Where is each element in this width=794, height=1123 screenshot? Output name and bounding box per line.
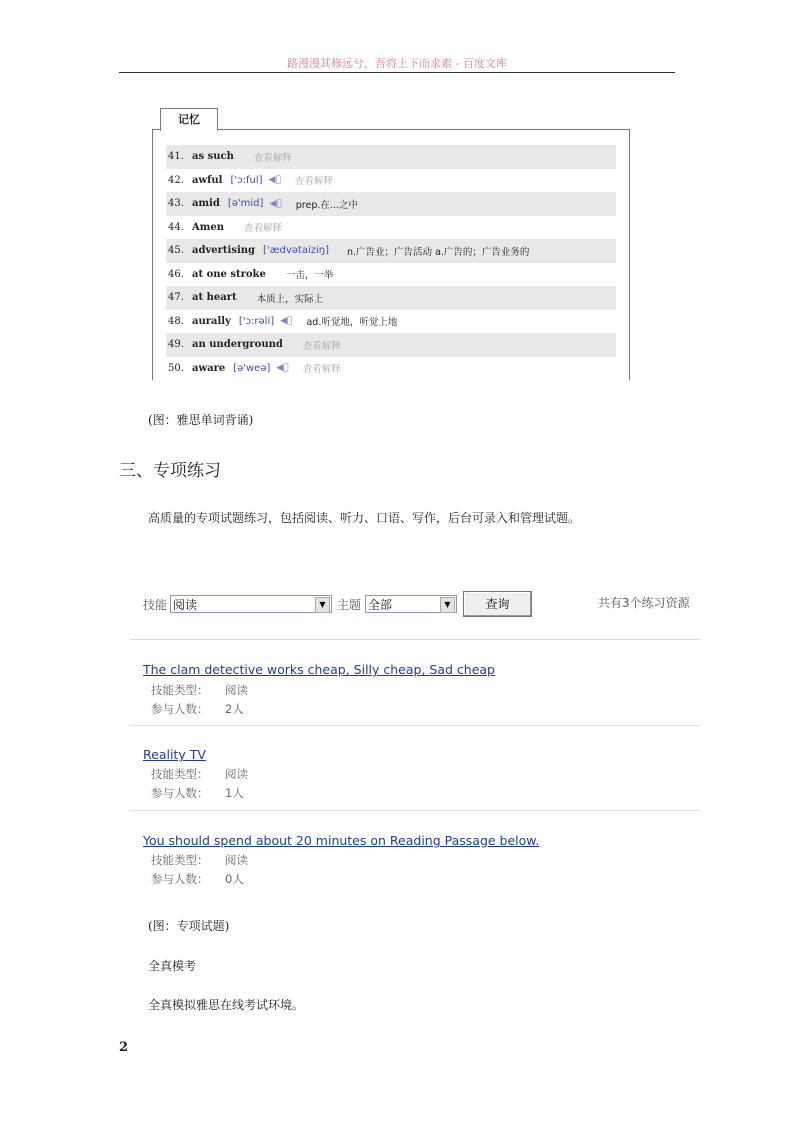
participants-label: 参与人数： [151, 786, 209, 800]
skill-type-value: 阅读 [225, 767, 248, 781]
speaker-icon[interactable]: ◀ﾞ [276, 363, 289, 374]
vocab-word: amid [192, 198, 220, 210]
speaker-icon[interactable]: ◀ﾞ [280, 316, 293, 327]
tab-memory[interactable]: 记忆 [160, 108, 218, 131]
skill-select-value: 阅读 [173, 598, 198, 612]
vocab-word: Amen [192, 221, 224, 233]
vocab-number: 44. [168, 221, 184, 233]
mock-heading: 全真模考 [148, 959, 197, 973]
vocab-number: 50. [168, 362, 184, 374]
section-title: 三、专项练习 [119, 461, 221, 481]
result-participants [151, 785, 244, 801]
vocab-row [166, 333, 616, 357]
view-explanation-link[interactable]: 查看解释 [243, 223, 282, 235]
result-title-link[interactable]: Reality TV [143, 747, 206, 762]
skill-label: 技能 [143, 598, 168, 612]
skill-select[interactable] [170, 595, 332, 613]
chevron-down-icon[interactable]: ▼ [315, 597, 330, 613]
vocab-number: 42. [168, 174, 184, 186]
result-skill [151, 852, 248, 868]
vocab-number: 43. [168, 198, 184, 210]
header-rule [119, 72, 675, 73]
vocab-phonetic: ['ɔ:rəli] [238, 315, 275, 327]
vocab-row [166, 216, 616, 240]
vocab-word: at heart [192, 292, 237, 304]
figure-caption-practice: (图：专项试题) [148, 919, 230, 933]
skill-type-value: 阅读 [225, 683, 248, 697]
skill-type-value: 阅读 [225, 853, 248, 867]
topic-select[interactable] [365, 595, 457, 613]
vocab-row [166, 263, 616, 287]
vocab-word: advertising [192, 245, 256, 257]
speaker-icon[interactable]: ◀ﾞ [269, 198, 282, 209]
chevron-down-icon[interactable]: ▼ [440, 597, 455, 613]
vocab-list [166, 145, 616, 380]
vocab-word: aurally [192, 315, 231, 327]
vocab-definition: n.广告业；广告活动 a.广告的；广告业务的 [347, 246, 530, 258]
view-explanation-link[interactable]: 查看解释 [294, 176, 333, 188]
vocab-number: 46. [168, 268, 184, 280]
skill-type-label: 技能类型： [151, 767, 209, 781]
result-participants [151, 871, 244, 887]
vocab-number: 48. [168, 315, 184, 327]
result-participants [151, 701, 244, 717]
vocab-definition: prep.在...之中 [295, 199, 358, 211]
skill-type-label: 技能类型： [151, 853, 209, 867]
vocab-number: 49. [168, 339, 184, 351]
page-number: 2 [119, 1040, 129, 1055]
view-explanation-link[interactable]: 查看解释 [253, 152, 292, 164]
vocab-row [166, 192, 616, 216]
result-title-link[interactable]: The clam detective works cheap, Silly cheap, Sad cheap [143, 662, 495, 677]
participants-value: 2人 [225, 702, 244, 716]
vocab-row [166, 169, 616, 193]
vocab-panel [152, 129, 630, 380]
vocab-word: aware [192, 362, 226, 374]
result-skill [151, 682, 248, 698]
resource-count: 共有3个练习资源 [598, 596, 690, 610]
query-button[interactable]: 查询 [463, 591, 532, 617]
participants-value: 0人 [225, 872, 244, 886]
view-explanation-link[interactable]: 查看解释 [302, 364, 341, 376]
divider [130, 810, 700, 811]
vocab-phonetic: ['ɔ:ful] [230, 174, 263, 186]
mock-description: 全真模拟雅思在线考试环境。 [148, 998, 305, 1012]
vocab-word: at one stroke [192, 268, 266, 280]
vocab-row [166, 239, 616, 263]
speaker-icon[interactable]: ◀ﾞ [268, 175, 281, 186]
vocab-row [166, 357, 616, 381]
view-explanation-link[interactable]: 查看解释 [302, 340, 341, 352]
result-skill [151, 766, 248, 782]
vocab-definition: 本质上，实际上 [256, 293, 324, 305]
participants-label: 参与人数： [151, 872, 209, 886]
vocab-phonetic: ['ædvətaiziŋ] [263, 245, 330, 257]
vocab-number: 45. [168, 245, 184, 257]
vocab-number: 47. [168, 292, 184, 304]
vocab-word: awful [192, 174, 223, 186]
topic-label: 主题 [337, 598, 362, 612]
vocab-definition: 一击，一举 [285, 270, 334, 282]
topic-select-value: 全部 [368, 598, 393, 612]
vocab-word: as such [192, 151, 234, 163]
section-intro: 高质量的专项试题练习，包括阅读、听力、口语、写作，后台可录入和管理试题。 [148, 511, 581, 525]
vocab-row [166, 145, 616, 169]
divider [130, 639, 700, 640]
figure-caption-vocab: (图：雅思单词背诵) [148, 413, 254, 427]
skill-type-label: 技能类型： [151, 683, 209, 697]
participants-label: 参与人数： [151, 702, 209, 716]
vocab-row [166, 286, 616, 310]
vocab-word: an underground [192, 339, 283, 351]
vocab-phonetic: [ə'weə] [233, 362, 271, 374]
participants-value: 1人 [225, 786, 244, 800]
result-title-link[interactable]: You should spend about 20 minutes on Reading Passage below. [143, 833, 540, 848]
divider [130, 725, 700, 726]
vocab-row [166, 310, 616, 334]
vocab-phonetic: [ə'mid] [227, 198, 264, 210]
vocab-definition: ad.听觉地，听觉上地 [306, 317, 398, 329]
vocab-number: 41. [168, 151, 184, 163]
page-header: 路漫漫其修远兮，吾将上下而求索 - 百度文库 [287, 57, 507, 70]
